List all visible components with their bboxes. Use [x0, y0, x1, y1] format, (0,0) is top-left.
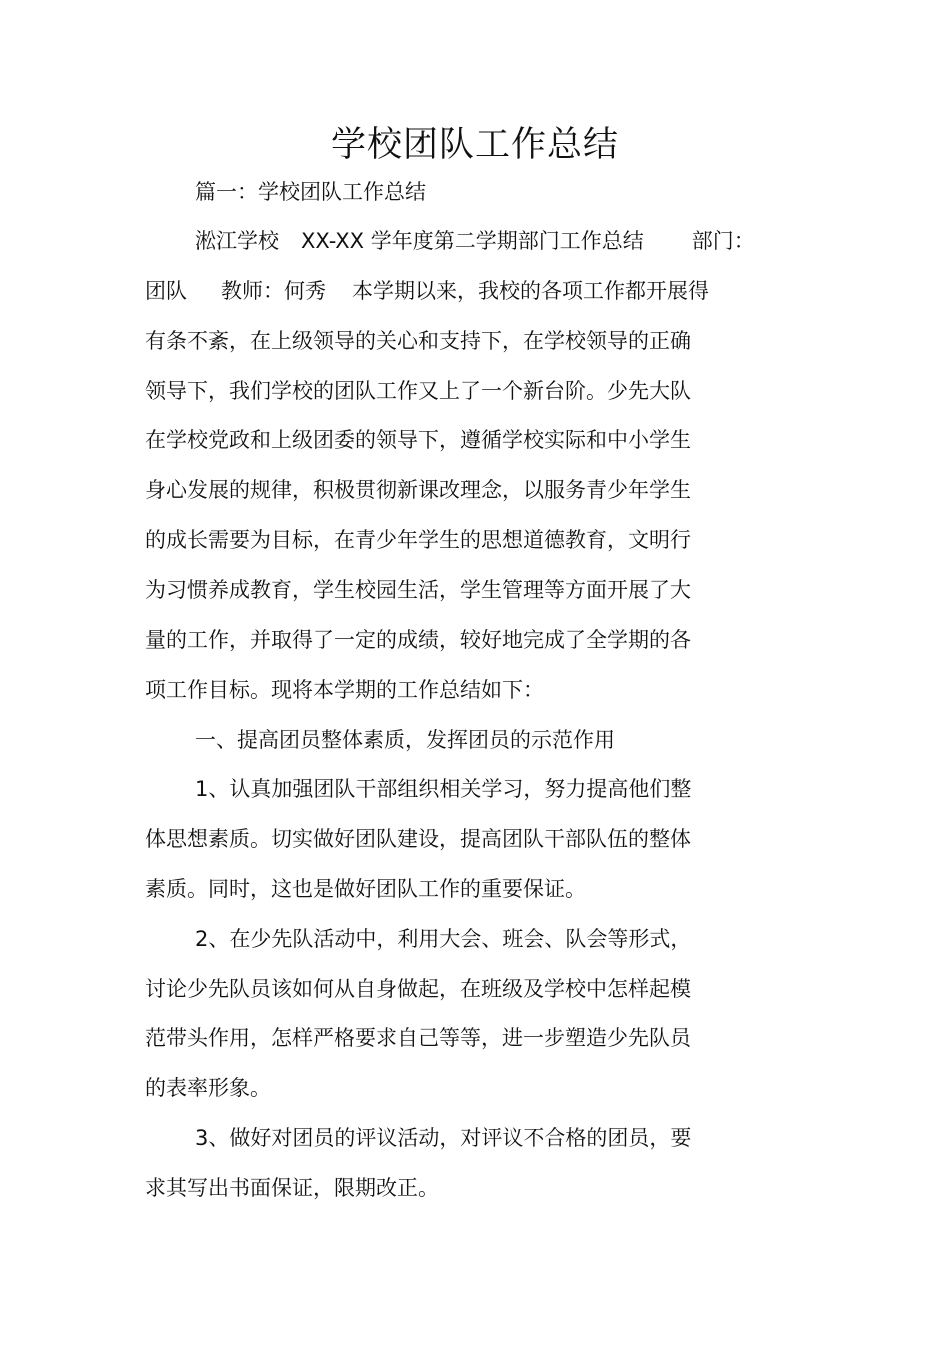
paragraph-line: 领导下，我们学校的团队工作又上了一个新台阶。少先大队 [145, 379, 691, 403]
item3-line: 求其写出书面保证，限期改正。 [145, 1176, 439, 1200]
paragraph-line: 量的工作，并取得了一定的成绩，较好地完成了全学期的各 [145, 628, 691, 652]
dept-value: 团队 [145, 279, 187, 303]
section-heading: 篇一：学校团队工作总结 [195, 180, 426, 204]
paragraph-line: 的成长需要为目标，在青少年学生的思想道德教育，文明行 [145, 528, 691, 552]
item1-line: 体思想素质。切实做好团队建设，提高团队干部队伍的整体 [145, 827, 691, 851]
item2-line: 2、在少先队活动中，利用大会、班会、队会等形式， [195, 927, 692, 951]
info-line [145, 276, 709, 306]
header-line [195, 226, 755, 256]
document-title: 学校团队工作总结 [330, 125, 619, 165]
paragraph-line: 在学校党政和上级团委的领导下，遵循学校实际和中小学生 [145, 428, 691, 452]
paragraph-line: 项工作目标。现将本学期的工作总结如下： [145, 678, 544, 702]
item2-line: 范带头作用，怎样严格要求自己等等，进一步塑造少先队员 [145, 1026, 691, 1050]
term-title: XX-XX 学年度第二学期部门工作总结 [301, 229, 644, 253]
section1-heading: 一、提高团员整体素质，发挥团员的示范作用 [195, 728, 615, 752]
paragraph-line: 有条不紊，在上级领导的关心和支持下，在学校领导的正确 [145, 329, 691, 353]
intro-text: 本学期以来，我校的各项工作都开展得 [352, 279, 709, 303]
paragraph-line: 身心发展的规律，积极贯彻新课改理念，以服务青少年学生 [145, 478, 691, 502]
item2-line: 的表率形象。 [145, 1076, 271, 1100]
school-name: 淞江学校 [195, 229, 279, 253]
dept-label: 部门： [691, 229, 755, 253]
item1-line: 素质。同时，这也是做好团队工作的重要保证。 [145, 877, 586, 901]
item3-line: 3、做好对团员的评议活动，对评议不合格的团员，要 [195, 1126, 692, 1150]
item2-line: 讨论少先队员该如何从自身做起，在班级及学校中怎样起模 [145, 977, 691, 1001]
item1-line: 1、认真加强团队干部组织相关学习，努力提高他们整 [195, 777, 692, 801]
paragraph-line: 为习惯养成教育，学生校园生活，学生管理等方面开展了大 [145, 578, 691, 602]
teacher-name: 教师：何秀 [221, 279, 326, 303]
